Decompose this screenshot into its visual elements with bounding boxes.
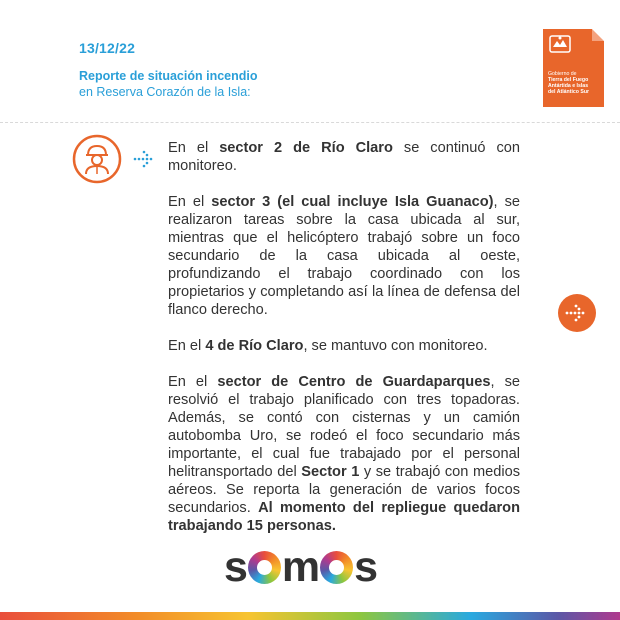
dotted-arrow-icon <box>133 150 157 168</box>
government-name <box>548 71 604 95</box>
bold-run: sector 2 de Río Claro <box>219 140 393 156</box>
report-date: 13/12/22 <box>79 40 136 56</box>
somos-logo <box>224 542 377 592</box>
bold-run: sector de Centro de Guardaparques <box>217 374 491 390</box>
gov-line-3: Antártida e Islas <box>548 83 589 89</box>
government-logo <box>543 29 604 107</box>
text-run: y se trabajó con medios aéreos. Se reporta la generación de varios focos secundarios. <box>168 464 520 516</box>
footer-color-bar <box>0 612 620 620</box>
paragraph-sector-2 <box>168 139 520 175</box>
text-run: , se resolvió el trabajo planificado con tres topadoras. Además, se contó con cisternas y un camión autobomba Uro, se rodeó el foco secundario más importante, el cual fue trabajado por el personal helitransportado del <box>168 374 520 480</box>
bold-run: 4 de Río Claro <box>205 338 304 354</box>
report-title-line1: Reporte de situación incendio <box>79 69 258 83</box>
report-title <box>79 68 258 100</box>
report-title-line2: en Reserva Corazón de la Isla: <box>79 85 251 99</box>
text-run: se continuó con monitoreo. <box>168 140 520 174</box>
logo-corner-fold <box>592 29 604 41</box>
logo-letter-s: s <box>224 542 247 591</box>
logo-letter-s: s <box>354 542 378 591</box>
paragraph-guardaparques <box>168 373 520 535</box>
logo-letter-m: m <box>281 542 320 591</box>
text-run: En el <box>168 374 218 390</box>
text-run: , se mantuvo con monitoreo. <box>303 338 488 354</box>
paragraph-sector-3 <box>168 193 520 319</box>
gov-line-2: Tierra del Fuego <box>548 77 589 83</box>
next-arrow-icon <box>565 304 589 322</box>
bold-run: sector 3 (el cual incluye Isla Guanaco) <box>211 194 494 210</box>
report-body <box>168 139 520 553</box>
gov-line-4: del Atlántico Sur <box>548 89 590 95</box>
bold-run: Sector 1 <box>301 464 360 480</box>
firefighter-icon <box>72 134 122 184</box>
logo-ring-o <box>248 551 281 584</box>
crest-icon <box>548 33 572 55</box>
text-run: En el <box>168 140 220 156</box>
next-slide-button[interactable] <box>558 294 596 332</box>
text-run: En el <box>168 194 212 210</box>
paragraph-sector-4 <box>168 337 520 355</box>
gov-line-1: Gobierno de <box>548 71 577 77</box>
text-run: , se realizaron tareas sobre la casa ubicada al sur, mientras que el helicóptero trabajó sobre un foco secundario de la casa ubicada al oeste, profundizando el trabajo coordinado con los propietarios y completando así la línea de defensa del flanco derecho. <box>168 194 520 318</box>
bold-run: Al momento del repliegue quedaron trabajando 15 personas. <box>168 500 520 534</box>
header-divider <box>0 122 620 123</box>
text-run: En el <box>168 338 206 354</box>
logo-ring-o <box>320 551 353 584</box>
